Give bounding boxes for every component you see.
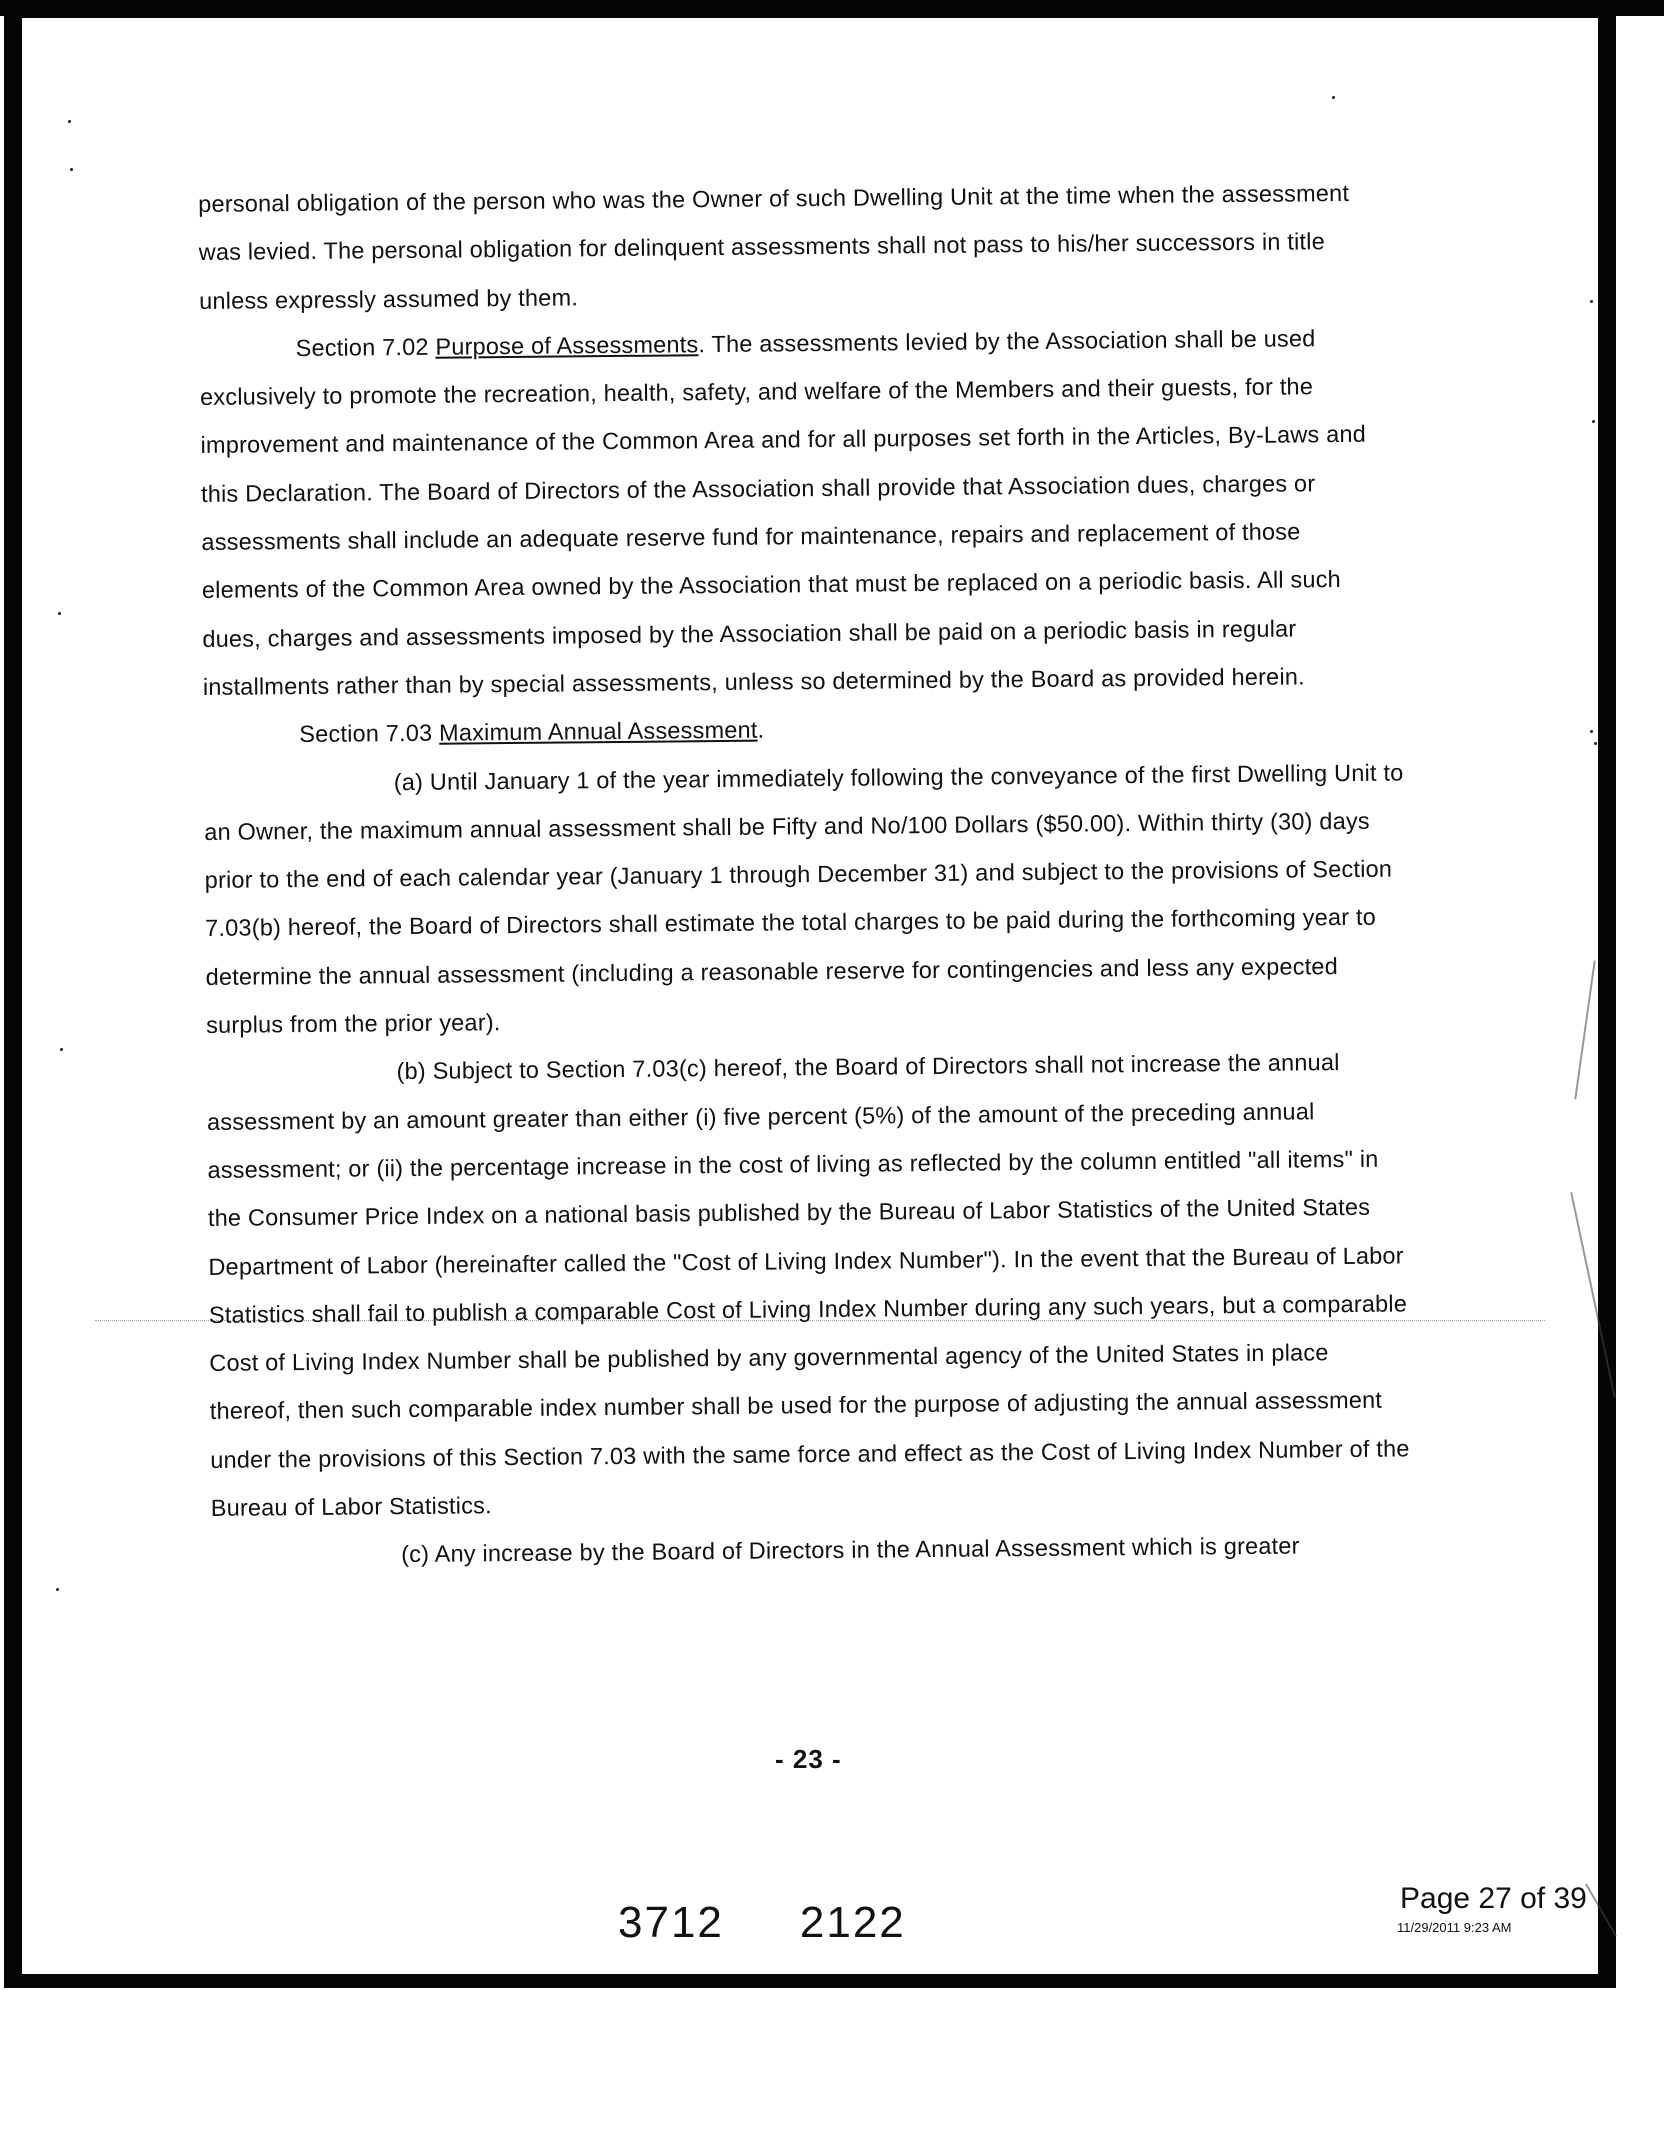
- timestamp-stamp: 11/29/2011 9:23 AM: [1397, 1920, 1512, 1935]
- paragraph-section-7-02: Section 7.02 Purpose of Assessments. The assessments levied by the Association shall be used exclusively to promote the recreation, health, safety, and welfare of the Members and their guests, for the improvement and maintenance of the Common Area and for all purposes set forth in the Articles, By-Laws and this Declaration. The Board of Directors of the Association shall provide that Association dues, charges or assessments shall include an adequate reserve fund for maintenance, repairs and replacement of those elements of the Common Area owned by the Association that must be replaced on a periodic basis. All such dues, charges and assessments imposed by the Association shall be paid on a periodic basis in regular installments rather than by special assessments, unless so determined by the Board as provided herein.: [199, 325, 1367, 700]
- section-heading: Maximum Annual Assessment: [438, 716, 758, 746]
- scan-speck: [1590, 730, 1593, 733]
- paragraph-section-7-03: Section 7.03 Maximum Annual Assessment.: [299, 716, 765, 748]
- paragraph-7-03-b: (b) Subject to Section 7.03(c) hereof, the Board of Directors shall not increase the annual assessment by an amount greater than either (i) five percent (5%) of the amount of the preceding annual assessment; or (ii) the percentage increase in the cost of living as reflected by the column entitled "all items" in the Consumer Price Index on a national basis published by the Bureau of Labor Statistics of the United States Department of Labor (hereinafter called the "Cost of Living Index Number"). In the event that the Bureau of Labor Statistics shall fail to publish a comparable Cost of Living Index Number during any such years, but a comparable Cost of Living Index Number shall be published by any governmental agency of the United States in place thereof, then such comparable index number shall be used for the purpose of adjusting the annual assessment under the provisions of this Section 7.03 with the same force and effect as the Cost of Living Index Number of the Bureau of Labor Statistics.: [206, 1049, 1410, 1521]
- scan-speck: [60, 1048, 63, 1051]
- paragraph-7-03-a: (a) Until January 1 of the year immediately following the conveyance of the first Dwelling Unit to an Owner, the maximum annual assessment shall be Fifty and No/100 Dollars ($50.00). Within thirty (30) days prior to the end of each calendar year (January 1 through December 31) and subject to the provisions of Section 7.03(b) hereof, the Board of Directors shall estimate the total charges to be paid during the forthcoming year to determine the annual assessment (including a reasonable reserve for contingencies and less any expected surplus from the prior year).: [204, 759, 1404, 1039]
- paragraph-continuation: personal obligation of the person who was the Owner of such Dwelling Unit at the time when the assessment was levied. The personal obligation for delinquent assessments shall not pass to his/her successors in title unless expressly assumed by them.: [198, 179, 1350, 314]
- scan-speck: [1592, 420, 1595, 423]
- recording-reference: [618, 1898, 906, 1948]
- paragraph-7-03-c: (c) Any increase by the Board of Directors in the Annual Assessment which is greater: [401, 1532, 1300, 1568]
- page-count-stamp: Page 27 of 39: [1400, 1882, 1587, 1915]
- section-heading: Purpose of Assessments: [435, 331, 699, 360]
- scan-speck: [70, 168, 73, 171]
- scan-speck: [68, 120, 71, 123]
- page-number: - 23 -: [775, 1744, 842, 1774]
- scan-speck: [1590, 300, 1593, 303]
- recording-book: 3712: [618, 1898, 724, 1947]
- scan-speck: [56, 1588, 59, 1591]
- scan-speck: [58, 612, 61, 615]
- recording-page: 2122: [799, 1898, 906, 1947]
- document-body: [198, 168, 1411, 1580]
- scan-speck: [1332, 96, 1335, 99]
- scan-speck: [1594, 742, 1597, 745]
